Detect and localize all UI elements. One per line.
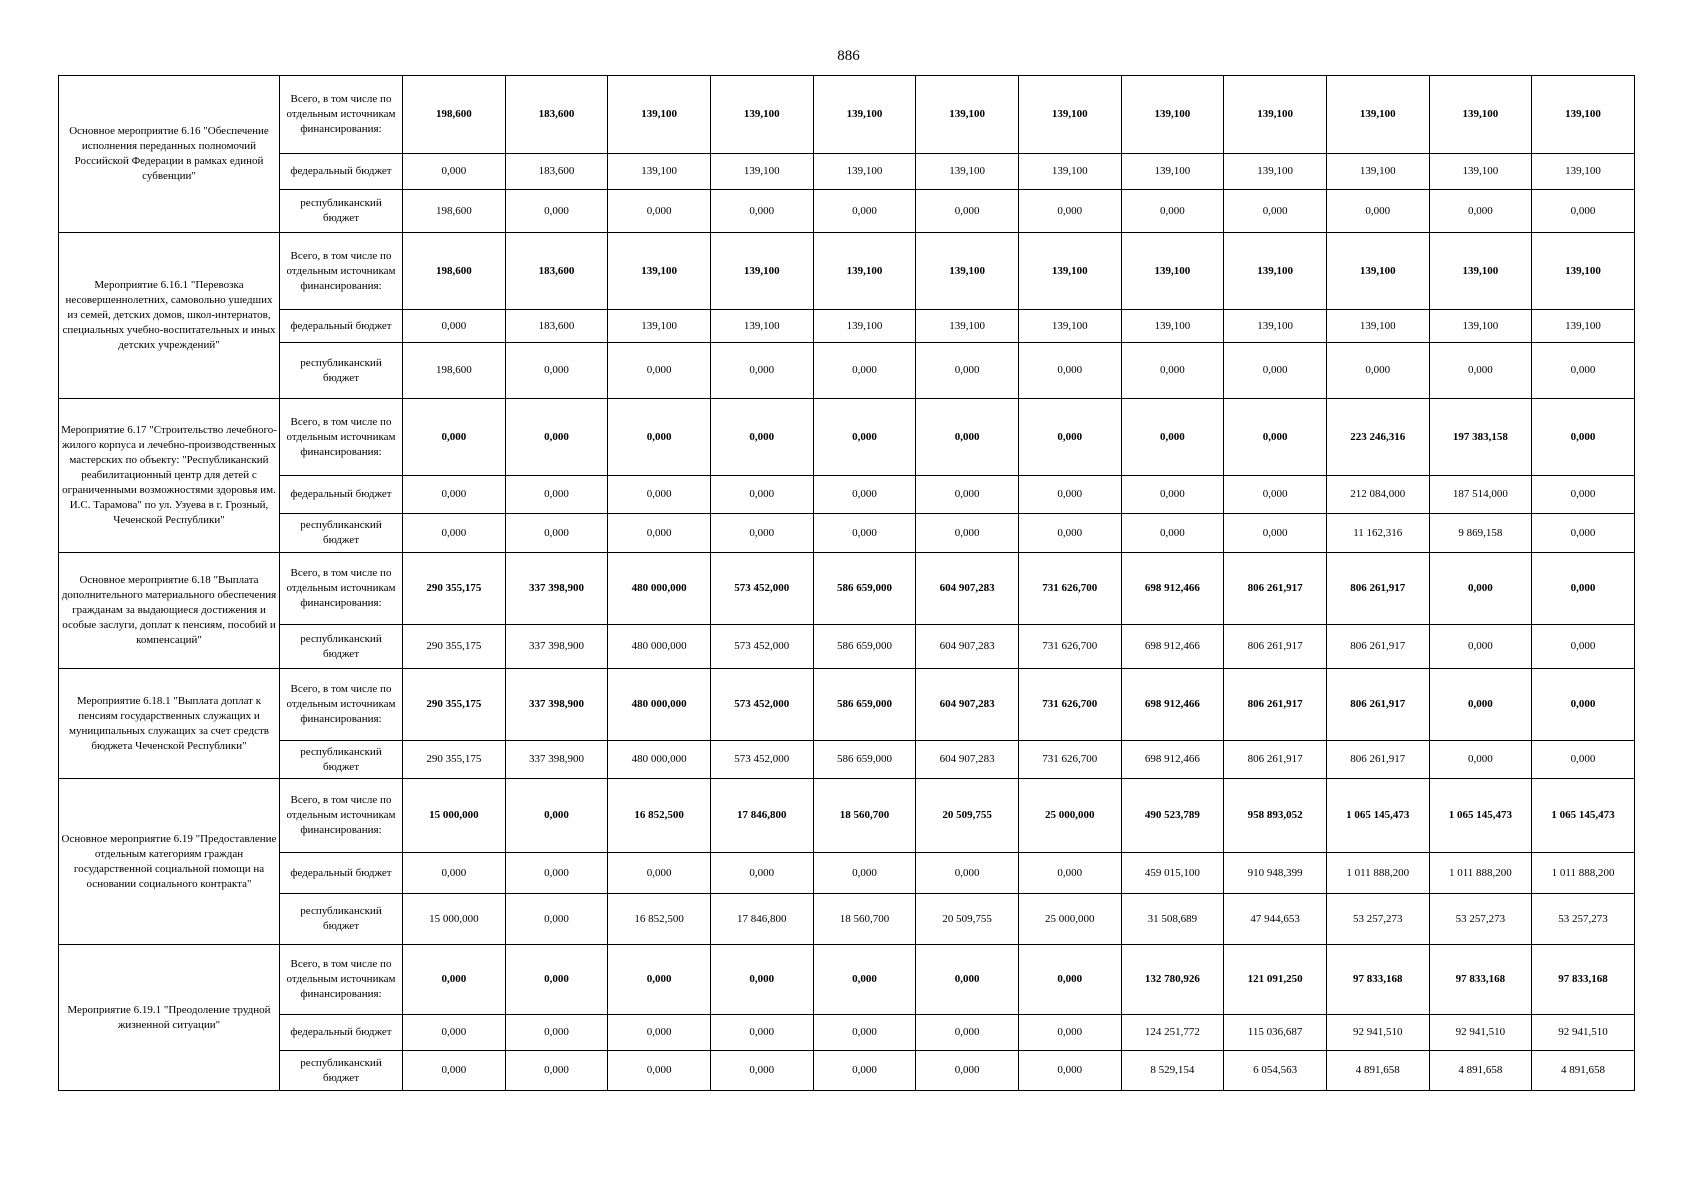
value-cell: 139,100 <box>1326 154 1429 190</box>
activity-name: Основное мероприятие 6.18 "Выплата дополнительного материального обеспечения гражданам за выдающиеся достижения и особые заслуги, доплат к пенсиям, пособий и компенсаций" <box>59 553 280 669</box>
value-cell: 20 509,755 <box>916 894 1019 945</box>
value-cell: 139,100 <box>1121 233 1224 310</box>
value-cell: 0,000 <box>403 399 506 476</box>
value-cell: 31 508,689 <box>1121 894 1224 945</box>
value-cell: 0,000 <box>710 476 813 514</box>
value-cell: 698 912,466 <box>1121 625 1224 669</box>
value-cell: 806 261,917 <box>1326 741 1429 779</box>
value-cell: 97 833,168 <box>1532 945 1635 1015</box>
value-cell: 0,000 <box>916 945 1019 1015</box>
value-cell: 290 355,175 <box>403 669 506 741</box>
value-cell: 480 000,000 <box>608 625 711 669</box>
value-cell: 0,000 <box>403 945 506 1015</box>
value-cell: 139,100 <box>710 76 813 154</box>
activity-name: Основное мероприятие 6.19 "Предоставление отдельным категориям граждан государственной социальной помощи на основании социального контракта" <box>59 779 280 945</box>
value-cell: 92 941,510 <box>1429 1015 1532 1051</box>
value-cell: 806 261,917 <box>1224 741 1327 779</box>
value-cell: 139,100 <box>1121 310 1224 343</box>
value-cell: 586 659,000 <box>813 741 916 779</box>
value-cell: 0,000 <box>1224 399 1327 476</box>
value-cell: 139,100 <box>1429 233 1532 310</box>
funding-source: республиканский бюджет <box>280 625 403 669</box>
value-cell: 337 398,900 <box>505 553 608 625</box>
value-cell: 0,000 <box>813 514 916 553</box>
value-cell: 0,000 <box>710 343 813 399</box>
value-cell: 139,100 <box>710 154 813 190</box>
funding-source: Всего, в том числе по отдельным источникам финансирования: <box>280 945 403 1015</box>
page-number: 886 <box>837 48 860 64</box>
value-cell: 139,100 <box>710 233 813 310</box>
value-cell: 0,000 <box>1018 514 1121 553</box>
value-cell: 183,600 <box>505 76 608 154</box>
value-cell: 0,000 <box>813 476 916 514</box>
value-cell: 0,000 <box>916 476 1019 514</box>
value-cell: 806 261,917 <box>1326 553 1429 625</box>
total-row <box>59 945 1635 1015</box>
value-cell: 92 941,510 <box>1326 1015 1429 1051</box>
value-cell: 139,100 <box>608 154 711 190</box>
value-cell: 0,000 <box>505 190 608 233</box>
value-cell: 0,000 <box>813 853 916 894</box>
funding-source: федеральный бюджет <box>280 853 403 894</box>
value-cell: 0,000 <box>403 154 506 190</box>
funding-source: республиканский бюджет <box>280 1051 403 1091</box>
value-cell: 139,100 <box>1224 310 1327 343</box>
value-cell: 183,600 <box>505 310 608 343</box>
funding-source: Всего, в том числе по отдельным источникам финансирования: <box>280 233 403 310</box>
value-cell: 0,000 <box>1018 343 1121 399</box>
value-cell: 121 091,250 <box>1224 945 1327 1015</box>
value-cell: 139,100 <box>1429 76 1532 154</box>
value-cell: 0,000 <box>916 190 1019 233</box>
value-cell: 0,000 <box>1532 625 1635 669</box>
value-cell: 15 000,000 <box>403 779 506 853</box>
value-cell: 18 560,700 <box>813 894 916 945</box>
activity-name: Мероприятие 6.18.1 "Выплата доплат к пенсиям государственных служащих и муниципальных служащих за счет средств бюджета Чеченской Республики" <box>59 669 280 779</box>
value-cell: 139,100 <box>1532 154 1635 190</box>
value-cell: 0,000 <box>608 190 711 233</box>
value-cell: 0,000 <box>608 945 711 1015</box>
funding-source: Всего, в том числе по отдельным источникам финансирования: <box>280 669 403 741</box>
budget-row <box>59 625 1635 669</box>
value-cell: 139,100 <box>916 310 1019 343</box>
value-cell: 0,000 <box>1326 343 1429 399</box>
value-cell: 198,600 <box>403 76 506 154</box>
value-cell: 0,000 <box>1121 476 1224 514</box>
value-cell: 4 891,658 <box>1532 1051 1635 1091</box>
value-cell: 0,000 <box>710 514 813 553</box>
budget-row <box>59 894 1635 945</box>
activity-name: Мероприятие 6.16.1 "Перевозка несовершеннолетних, самовольно ушедших из семей, детских домов, школ-интернатов, специальных учебно-воспитательных и иных детских учреждений" <box>59 233 280 399</box>
value-cell: 290 355,175 <box>403 625 506 669</box>
value-cell: 0,000 <box>1429 669 1532 741</box>
value-cell: 139,100 <box>813 154 916 190</box>
value-cell: 0,000 <box>1224 514 1327 553</box>
value-cell: 53 257,273 <box>1429 894 1532 945</box>
funding-source: Всего, в том числе по отдельным источникам финансирования: <box>280 779 403 853</box>
value-cell: 17 846,800 <box>710 894 813 945</box>
value-cell: 1 011 888,200 <box>1429 853 1532 894</box>
value-cell: 15 000,000 <box>403 894 506 945</box>
value-cell: 16 852,500 <box>608 779 711 853</box>
value-cell: 0,000 <box>403 1015 506 1051</box>
value-cell: 139,100 <box>710 310 813 343</box>
value-cell: 139,100 <box>608 310 711 343</box>
value-cell: 573 452,000 <box>710 669 813 741</box>
value-cell: 139,100 <box>1224 76 1327 154</box>
total-row <box>59 779 1635 853</box>
budget-row <box>59 476 1635 514</box>
value-cell: 0,000 <box>1326 190 1429 233</box>
value-cell: 139,100 <box>813 310 916 343</box>
value-cell: 8 529,154 <box>1121 1051 1224 1091</box>
value-cell: 0,000 <box>813 945 916 1015</box>
value-cell: 139,100 <box>916 233 1019 310</box>
value-cell: 0,000 <box>1429 625 1532 669</box>
value-cell: 0,000 <box>916 514 1019 553</box>
value-cell: 0,000 <box>813 190 916 233</box>
value-cell: 0,000 <box>608 1051 711 1091</box>
value-cell: 480 000,000 <box>608 741 711 779</box>
value-cell: 1 065 145,473 <box>1429 779 1532 853</box>
value-cell: 0,000 <box>1018 853 1121 894</box>
value-cell: 139,100 <box>1018 76 1121 154</box>
value-cell: 0,000 <box>1429 190 1532 233</box>
value-cell: 0,000 <box>505 853 608 894</box>
value-cell: 586 659,000 <box>813 553 916 625</box>
value-cell: 731 626,700 <box>1018 669 1121 741</box>
value-cell: 0,000 <box>813 1051 916 1091</box>
value-cell: 0,000 <box>916 853 1019 894</box>
value-cell: 0,000 <box>710 1051 813 1091</box>
funding-source: Всего, в том числе по отдельным источникам финансирования: <box>280 399 403 476</box>
total-row <box>59 553 1635 625</box>
value-cell: 0,000 <box>1018 1051 1121 1091</box>
value-cell: 586 659,000 <box>813 669 916 741</box>
value-cell: 0,000 <box>403 476 506 514</box>
value-cell: 0,000 <box>608 476 711 514</box>
value-cell: 0,000 <box>1532 514 1635 553</box>
value-cell: 0,000 <box>813 1015 916 1051</box>
value-cell: 0,000 <box>403 853 506 894</box>
value-cell: 0,000 <box>403 514 506 553</box>
funding-source: федеральный бюджет <box>280 476 403 514</box>
value-cell: 290 355,175 <box>403 553 506 625</box>
budget-row <box>59 514 1635 553</box>
value-cell: 9 869,158 <box>1429 514 1532 553</box>
funding-source: республиканский бюджет <box>280 741 403 779</box>
value-cell: 115 036,687 <box>1224 1015 1327 1051</box>
value-cell: 139,100 <box>1429 154 1532 190</box>
budget-row <box>59 154 1635 190</box>
value-cell: 698 912,466 <box>1121 669 1224 741</box>
value-cell: 4 891,658 <box>1429 1051 1532 1091</box>
value-cell: 4 891,658 <box>1326 1051 1429 1091</box>
value-cell: 139,100 <box>1224 154 1327 190</box>
table-body <box>59 76 1635 1091</box>
value-cell: 573 452,000 <box>710 741 813 779</box>
value-cell: 0,000 <box>1429 343 1532 399</box>
value-cell: 0,000 <box>505 779 608 853</box>
value-cell: 490 523,789 <box>1121 779 1224 853</box>
value-cell: 459 015,100 <box>1121 853 1224 894</box>
value-cell: 0,000 <box>608 399 711 476</box>
value-cell: 53 257,273 <box>1532 894 1635 945</box>
funding-source: федеральный бюджет <box>280 1015 403 1051</box>
value-cell: 0,000 <box>1224 476 1327 514</box>
value-cell: 198,600 <box>403 343 506 399</box>
value-cell: 0,000 <box>1532 669 1635 741</box>
value-cell: 139,100 <box>1532 310 1635 343</box>
value-cell: 573 452,000 <box>710 553 813 625</box>
value-cell: 0,000 <box>1018 190 1121 233</box>
value-cell: 0,000 <box>1532 343 1635 399</box>
value-cell: 698 912,466 <box>1121 553 1224 625</box>
value-cell: 0,000 <box>1532 741 1635 779</box>
budget-row <box>59 1051 1635 1091</box>
value-cell: 480 000,000 <box>608 669 711 741</box>
value-cell: 139,100 <box>1326 310 1429 343</box>
value-cell: 6 054,563 <box>1224 1051 1327 1091</box>
financing-table <box>58 75 1635 1091</box>
value-cell: 806 261,917 <box>1326 625 1429 669</box>
value-cell: 1 065 145,473 <box>1326 779 1429 853</box>
total-row <box>59 76 1635 154</box>
value-cell: 183,600 <box>505 154 608 190</box>
value-cell: 92 941,510 <box>1532 1015 1635 1051</box>
value-cell: 573 452,000 <box>710 625 813 669</box>
total-row <box>59 399 1635 476</box>
value-cell: 139,100 <box>916 76 1019 154</box>
budget-row <box>59 1015 1635 1051</box>
value-cell: 139,100 <box>1121 76 1224 154</box>
value-cell: 806 261,917 <box>1224 669 1327 741</box>
value-cell: 0,000 <box>505 1051 608 1091</box>
budget-row <box>59 741 1635 779</box>
value-cell: 139,100 <box>813 76 916 154</box>
value-cell: 0,000 <box>916 343 1019 399</box>
value-cell: 197 383,158 <box>1429 399 1532 476</box>
funding-source: Всего, в том числе по отдельным источникам финансирования: <box>280 76 403 154</box>
value-cell: 124 251,772 <box>1121 1015 1224 1051</box>
budget-row <box>59 310 1635 343</box>
value-cell: 17 846,800 <box>710 779 813 853</box>
value-cell: 0,000 <box>505 1015 608 1051</box>
value-cell: 0,000 <box>813 399 916 476</box>
value-cell: 139,100 <box>813 233 916 310</box>
value-cell: 806 261,917 <box>1224 553 1327 625</box>
value-cell: 0,000 <box>505 894 608 945</box>
value-cell: 16 852,500 <box>608 894 711 945</box>
funding-source: республиканский бюджет <box>280 894 403 945</box>
value-cell: 731 626,700 <box>1018 625 1121 669</box>
budget-row <box>59 853 1635 894</box>
value-cell: 187 514,000 <box>1429 476 1532 514</box>
value-cell: 18 560,700 <box>813 779 916 853</box>
value-cell: 0,000 <box>1532 553 1635 625</box>
value-cell: 97 833,168 <box>1429 945 1532 1015</box>
value-cell: 0,000 <box>608 853 711 894</box>
total-row <box>59 233 1635 310</box>
value-cell: 47 944,653 <box>1224 894 1327 945</box>
value-cell: 0,000 <box>1224 343 1327 399</box>
value-cell: 0,000 <box>608 343 711 399</box>
total-row <box>59 669 1635 741</box>
value-cell: 337 398,900 <box>505 625 608 669</box>
activity-name: Мероприятие 6.17 "Строительство лечебного-жилого корпуса и лечебно-производственных мастерских по объекту: "Республиканский реабилитационный центр для детей с ограниченными возможностями здоровья им. И.С. Тарамова" по ул. Узуева в г. Грозный, Чеченской Республики" <box>59 399 280 553</box>
value-cell: 139,100 <box>608 76 711 154</box>
value-cell: 0,000 <box>710 853 813 894</box>
value-cell: 337 398,900 <box>505 741 608 779</box>
value-cell: 0,000 <box>710 945 813 1015</box>
value-cell: 1 065 145,473 <box>1532 779 1635 853</box>
value-cell: 139,100 <box>1326 233 1429 310</box>
value-cell: 0,000 <box>710 190 813 233</box>
activity-name: Основное мероприятие 6.16 "Обеспечение исполнения переданных полномочий Российской Федерации в рамках единой субвенции" <box>59 76 280 233</box>
value-cell: 139,100 <box>1121 154 1224 190</box>
value-cell: 806 261,917 <box>1224 625 1327 669</box>
value-cell: 0,000 <box>608 1015 711 1051</box>
value-cell: 183,600 <box>505 233 608 310</box>
value-cell: 698 912,466 <box>1121 741 1224 779</box>
value-cell: 1 011 888,200 <box>1532 853 1635 894</box>
value-cell: 223 246,316 <box>1326 399 1429 476</box>
value-cell: 0,000 <box>710 399 813 476</box>
value-cell: 0,000 <box>505 514 608 553</box>
value-cell: 139,100 <box>1018 233 1121 310</box>
funding-source: федеральный бюджет <box>280 154 403 190</box>
value-cell: 212 084,000 <box>1326 476 1429 514</box>
value-cell: 910 948,399 <box>1224 853 1327 894</box>
value-cell: 53 257,273 <box>1326 894 1429 945</box>
value-cell: 139,100 <box>1532 233 1635 310</box>
value-cell: 0,000 <box>1532 399 1635 476</box>
value-cell: 0,000 <box>1018 399 1121 476</box>
value-cell: 20 509,755 <box>916 779 1019 853</box>
value-cell: 139,100 <box>916 154 1019 190</box>
value-cell: 1 011 888,200 <box>1326 853 1429 894</box>
value-cell: 198,600 <box>403 233 506 310</box>
value-cell: 604 907,283 <box>916 669 1019 741</box>
funding-source: федеральный бюджет <box>280 310 403 343</box>
value-cell: 731 626,700 <box>1018 741 1121 779</box>
value-cell: 586 659,000 <box>813 625 916 669</box>
value-cell: 139,100 <box>608 233 711 310</box>
value-cell: 604 907,283 <box>916 553 1019 625</box>
funding-source: республиканский бюджет <box>280 514 403 553</box>
value-cell: 0,000 <box>505 476 608 514</box>
value-cell: 0,000 <box>1224 190 1327 233</box>
value-cell: 480 000,000 <box>608 553 711 625</box>
value-cell: 604 907,283 <box>916 625 1019 669</box>
value-cell: 25 000,000 <box>1018 894 1121 945</box>
value-cell: 0,000 <box>1018 945 1121 1015</box>
value-cell: 0,000 <box>608 514 711 553</box>
value-cell: 0,000 <box>505 343 608 399</box>
funding-source: Всего, в том числе по отдельным источникам финансирования: <box>280 553 403 625</box>
value-cell: 0,000 <box>1429 553 1532 625</box>
budget-row <box>59 190 1635 233</box>
value-cell: 0,000 <box>1121 190 1224 233</box>
value-cell: 139,100 <box>1532 76 1635 154</box>
value-cell: 11 162,316 <box>1326 514 1429 553</box>
value-cell: 0,000 <box>916 1015 1019 1051</box>
value-cell: 0,000 <box>1532 190 1635 233</box>
value-cell: 132 780,926 <box>1121 945 1224 1015</box>
value-cell: 139,100 <box>1326 76 1429 154</box>
value-cell: 0,000 <box>1429 741 1532 779</box>
value-cell: 290 355,175 <box>403 741 506 779</box>
value-cell: 198,600 <box>403 190 506 233</box>
funding-source: республиканский бюджет <box>280 343 403 399</box>
value-cell: 0,000 <box>403 1051 506 1091</box>
value-cell: 0,000 <box>1121 514 1224 553</box>
value-cell: 806 261,917 <box>1326 669 1429 741</box>
budget-row <box>59 343 1635 399</box>
value-cell: 0,000 <box>916 1051 1019 1091</box>
value-cell: 139,100 <box>1224 233 1327 310</box>
value-cell: 0,000 <box>1018 476 1121 514</box>
funding-source: республиканский бюджет <box>280 190 403 233</box>
value-cell: 0,000 <box>1018 1015 1121 1051</box>
value-cell: 604 907,283 <box>916 741 1019 779</box>
value-cell: 0,000 <box>916 399 1019 476</box>
value-cell: 25 000,000 <box>1018 779 1121 853</box>
value-cell: 97 833,168 <box>1326 945 1429 1015</box>
value-cell: 0,000 <box>1532 476 1635 514</box>
value-cell: 337 398,900 <box>505 669 608 741</box>
value-cell: 0,000 <box>710 1015 813 1051</box>
value-cell: 139,100 <box>1429 310 1532 343</box>
value-cell: 139,100 <box>1018 154 1121 190</box>
value-cell: 139,100 <box>1018 310 1121 343</box>
value-cell: 0,000 <box>1121 399 1224 476</box>
value-cell: 0,000 <box>813 343 916 399</box>
value-cell: 0,000 <box>505 399 608 476</box>
value-cell: 0,000 <box>505 945 608 1015</box>
value-cell: 958 893,052 <box>1224 779 1327 853</box>
value-cell: 0,000 <box>1121 343 1224 399</box>
value-cell: 0,000 <box>403 310 506 343</box>
activity-name: Мероприятие 6.19.1 "Преодоление трудной жизненной ситуации" <box>59 945 280 1091</box>
value-cell: 731 626,700 <box>1018 553 1121 625</box>
